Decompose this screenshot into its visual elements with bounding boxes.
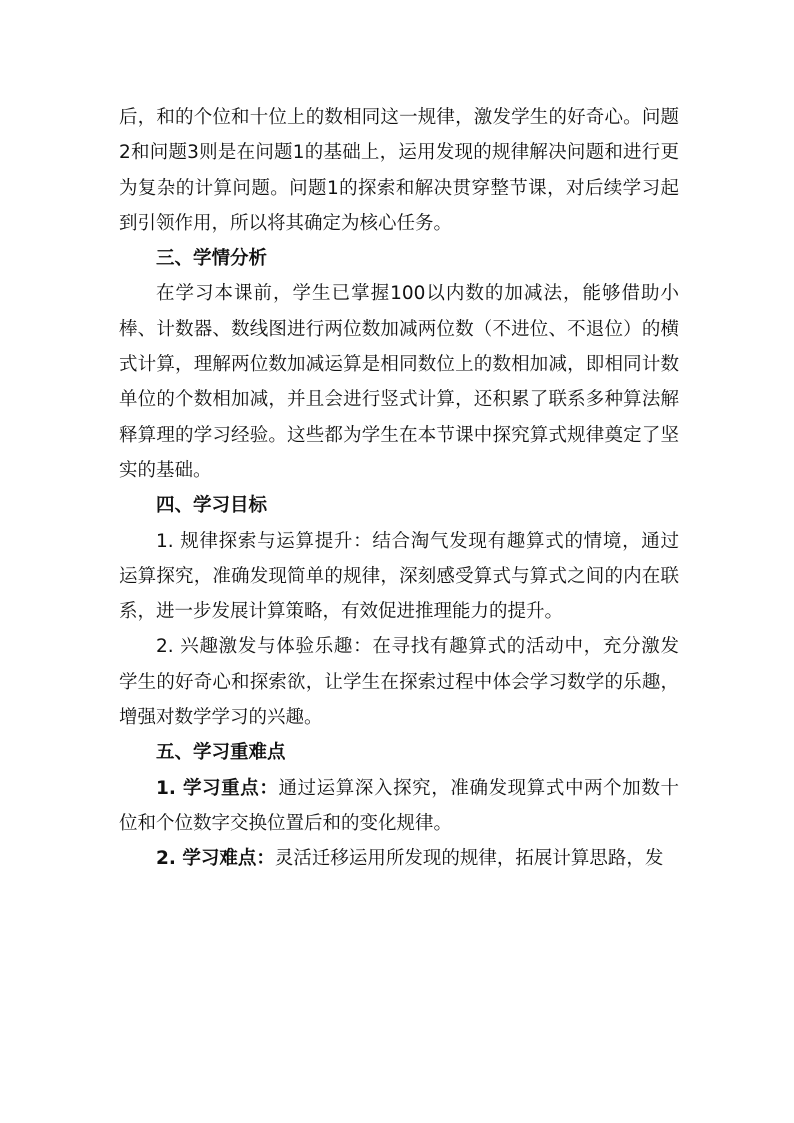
paragraph-goal-1: 1. 规律探索与运算提升：结合淘气发现有趣算式的情境，通过运算探究，准确发现简单的规律，深刻感受算式与算式之间的内在联系，进一步发展计算策略，有效促进推理能力的提升。 <box>119 530 679 623</box>
paragraph-goal-2: 2. 兴趣激发与体验乐趣：在寻找有趣算式的活动中，充分激发学生的好奇心和探索欲，让学生在探索过程中体会学习数学的乐趣，增强对数学学习的兴趣。 <box>119 636 679 729</box>
difficult-point-text: 灵活迁移运用所发现的规律，拓展计算思路，发 <box>274 848 664 870</box>
document-body <box>119 100 679 877</box>
heading-learner-analysis: 三、学情分析 <box>156 248 268 270</box>
heading-key-difficult-points: 五、学习重难点 <box>156 742 286 764</box>
paragraph-key-point <box>119 771 679 842</box>
key-point-text: 通过运算深入探究，准确发现算式中两个加数十位和个位数字交换位置后和的变化规律。 <box>119 777 679 834</box>
difficult-point-label: 2. 学习难点： <box>156 848 275 870</box>
heading-learning-goals: 四、学习目标 <box>156 495 268 517</box>
paragraph-learner-analysis: 在学习本课前，学生已掌握100以内数的加减法，能够借助小棒、计数器、数线图进行两位数加减两位数（不进位、不退位）的横式计算，理解两位数加减运算是相同数位上的数相加减，即相同计数单位的个数相加减，并且会进行竖式计算，还积累了联系多种算法解释算理的学习经验。这些都为学生在本节课中探究算式规律奠定了坚实的基础。 <box>119 283 679 481</box>
key-point-label: 1. 学习重点： <box>156 777 279 799</box>
paragraph-difficult-point <box>119 841 679 876</box>
paragraph-intro: 后，和的个位和十位上的数相同这一规律，激发学生的好奇心。问题2和问题3则是在问题1的基础上，运用发现的规律解决问题和进行更为复杂的计算问题。问题1的探索和解决贯穿整节课，对后续学习起到引领作用，所以将其确定为核心任务。 <box>119 107 679 234</box>
